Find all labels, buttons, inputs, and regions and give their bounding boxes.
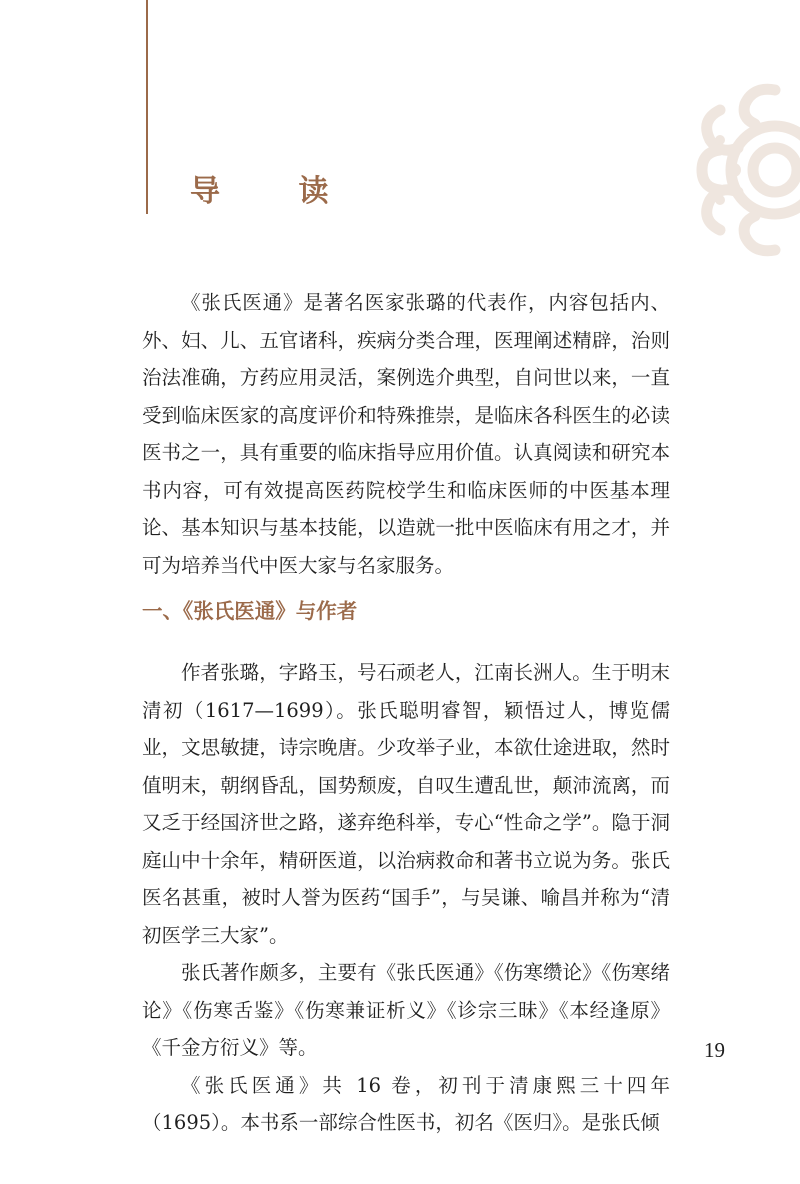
margin-rule <box>146 0 148 214</box>
body-paragraph: 张氏著作颇多，主要有《张氏医通》《伤寒缵论》《伤寒绪论》《伤寒舌鉴》《伤寒兼证析义》《诊宗三昧》《本经逢原》《千金方衍义》等。 <box>142 961 670 1059</box>
intro-paragraph: 《张氏医通》是著名医家张璐的代表作，内容包括内、外、妇、儿、五官诸科，疾病分类合理，医理阐述精辟，治则治法准确，方药应用灵活，案例选介典型，自问世以来，一直受到临床医家的高度评价和特殊推崇，是临床各科医生的必读医书之一，具有重要的临床指导应用价值。认真阅读和研究本书内容，可有效提高医药院校学生和临床医师的中医基本理论、基本知识与基本技能，以造就一批中医临床有用之才，并可为培养当代中医大家与名家服务。 <box>142 291 670 577</box>
intro-section <box>142 284 670 584</box>
body-paragraph: 作者张璐，字路玉，号石顽老人，江南长洲人。生于明末清初（1617—1699）。张氏聪明睿智，颖悟过人，博览儒业，文思敏捷，诗宗晚唐。少攻举子业，本欲仕途进取，然时值明末，朝纲昏乱，国势颓废，自叹生遭乱世，颠沛流离，而又乏于经国济世之路，遂弃绝科举，专心“性命之学”。隐于洞庭山中十余年，精研医道，以治病救命和著书立说为务。张氏医名甚重，被时人誉为医药“国手”，与吴谦、喻昌并称为“清初医学三大家”。 <box>142 661 670 947</box>
page-number: 19 <box>704 1038 725 1062</box>
section-title: 一、《张氏医通》与作者 <box>142 599 358 623</box>
chapter-heading: 导 读 <box>190 174 363 209</box>
body-paragraph: 《张氏医通》共 16 卷，初刊于清康熙三十四年（1695）。本书系一部综合性医书，初名《医归》。是张氏倾 <box>142 1073 670 1134</box>
cloud-scroll-ornament-icon <box>680 70 800 270</box>
body-section <box>142 654 670 1142</box>
